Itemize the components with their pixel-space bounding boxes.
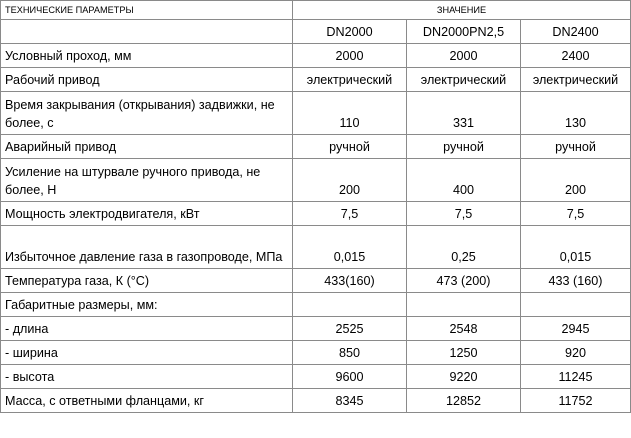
row-value [293, 293, 407, 317]
table-row [1, 293, 631, 317]
row-value: 0,015 [521, 226, 631, 269]
row-value: 12852 [407, 389, 521, 413]
row-value: 850 [293, 341, 407, 365]
row-value: электрический [407, 68, 521, 92]
row-value: 110 [293, 92, 407, 135]
row-value: ручной [521, 135, 631, 159]
row-value: ручной [407, 135, 521, 159]
row-value: 9220 [407, 365, 521, 389]
row-value: 7,5 [521, 202, 631, 226]
row-label: - длина [1, 317, 293, 341]
table-header-row [1, 1, 631, 20]
row-label: Время закрывания (открывания) задвижки, не более, с [1, 92, 293, 135]
row-label: Рабочий привод [1, 68, 293, 92]
row-value: 130 [521, 92, 631, 135]
table-row [1, 202, 631, 226]
row-label: Мощность электродвигателя, кВт [1, 202, 293, 226]
row-value: 0,015 [293, 226, 407, 269]
row-label: - высота [1, 365, 293, 389]
row-value: 8345 [293, 389, 407, 413]
value-column-header: ЗНАЧЕНИЕ [293, 1, 631, 20]
row-value: 2000 [293, 44, 407, 68]
row-value: 0,25 [407, 226, 521, 269]
row-value [521, 293, 631, 317]
row-value [407, 293, 521, 317]
table-row [1, 226, 631, 269]
row-value: 2945 [521, 317, 631, 341]
table-row [1, 269, 631, 293]
row-label: Температура газа, К (°С) [1, 269, 293, 293]
row-label: Избыточное давление газа в газопроводе, МПа [1, 226, 293, 269]
row-value: 2525 [293, 317, 407, 341]
row-value: 2400 [521, 44, 631, 68]
table-row [1, 92, 631, 135]
table-row [1, 317, 631, 341]
row-value: 433 (160) [521, 269, 631, 293]
table-row [1, 365, 631, 389]
row-value: 433(160) [293, 269, 407, 293]
row-label: Усиление на штурвале ручного привода, не более, Н [1, 159, 293, 202]
param-column-header: ТЕХНИЧЕСКИЕ ПАРАМЕТРЫ [1, 1, 293, 20]
model-name: DN2000 [293, 20, 407, 44]
table-row [1, 135, 631, 159]
row-value: 11245 [521, 365, 631, 389]
table-row [1, 68, 631, 92]
row-value: 2000 [407, 44, 521, 68]
table-row [1, 159, 631, 202]
table-row [1, 389, 631, 413]
row-value: 200 [521, 159, 631, 202]
row-label: - ширина [1, 341, 293, 365]
row-value: 7,5 [407, 202, 521, 226]
row-value: 2548 [407, 317, 521, 341]
row-value: ручной [293, 135, 407, 159]
row-value: электрический [293, 68, 407, 92]
row-value: 200 [293, 159, 407, 202]
table-row [1, 341, 631, 365]
row-value: электрический [521, 68, 631, 92]
row-value: 473 (200) [407, 269, 521, 293]
row-value: 1250 [407, 341, 521, 365]
model-row [1, 20, 631, 44]
row-value: 331 [407, 92, 521, 135]
row-value: 400 [407, 159, 521, 202]
row-value: 9600 [293, 365, 407, 389]
row-label: Условный проход, мм [1, 44, 293, 68]
row-label: Масса, с ответными фланцами, кг [1, 389, 293, 413]
row-label: Габаритные размеры, мм: [1, 293, 293, 317]
row-value: 7,5 [293, 202, 407, 226]
model-name: DN2400 [521, 20, 631, 44]
row-value: 11752 [521, 389, 631, 413]
model-name: DN2000PN2,5 [407, 20, 521, 44]
row-value: 920 [521, 341, 631, 365]
row-label: Аварийный привод [1, 135, 293, 159]
model-row-label [1, 20, 293, 44]
table-row [1, 44, 631, 68]
